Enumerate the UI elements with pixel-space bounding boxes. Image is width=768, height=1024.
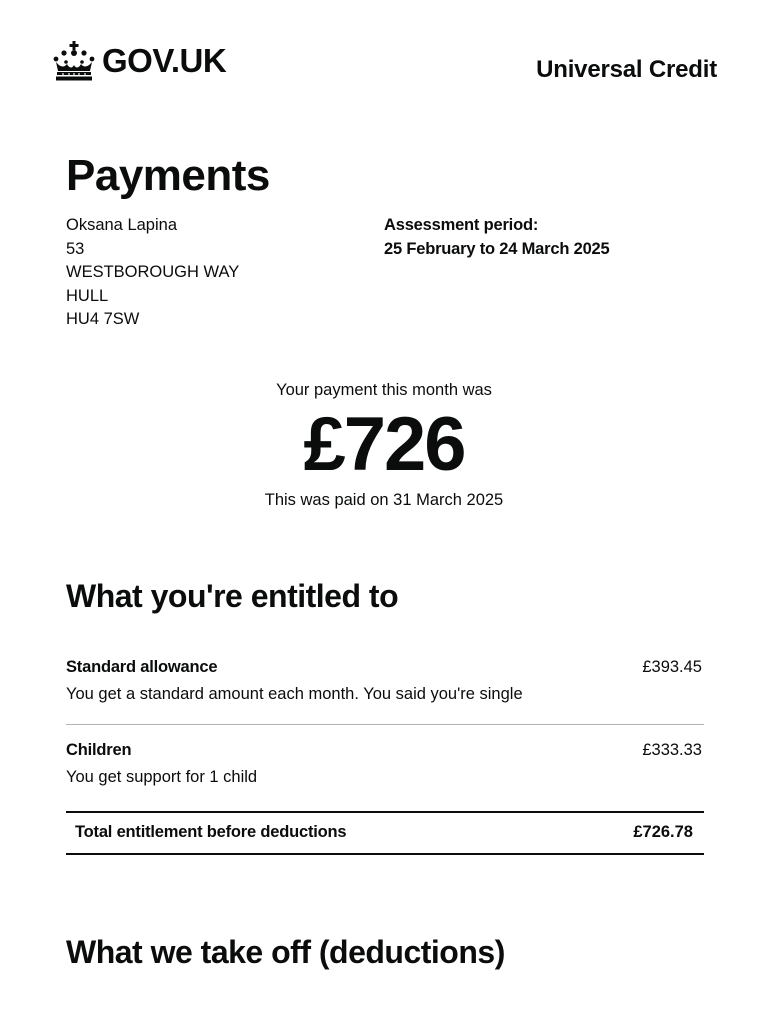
recipient-name: Oksana Lapina: [66, 216, 177, 234]
logo-text: GOV.UK: [102, 42, 227, 79]
address-line-2: WESTBOROUGH WAY: [66, 263, 240, 281]
address-postcode: HU4 7SW: [66, 310, 140, 328]
payment-intro: Your payment this month was: [276, 381, 492, 399]
entitlement-heading: What you're entitled to: [66, 578, 399, 614]
entitlement-amount: £333.33: [642, 741, 702, 759]
entitlement-description: You get support for 1 child: [66, 768, 258, 786]
entitlement-label: Standard allowance: [66, 658, 218, 676]
payment-date: This was paid on 31 March 2025: [264, 491, 504, 509]
payment-amount: £726: [303, 402, 465, 487]
govuk-logo[interactable]: [52, 40, 226, 82]
entitlement-amount: £393.45: [642, 658, 702, 676]
total-entitlement-label: Total entitlement before deductions: [75, 823, 347, 841]
assessment-period-dates: 25 February to 24 March 2025: [384, 239, 610, 258]
assessment-period: [384, 214, 610, 261]
deductions-heading: What we take off (deductions): [66, 934, 505, 970]
entitlement-table: [66, 654, 704, 855]
entitlement-label: Children: [66, 741, 132, 759]
payment-summary: [0, 378, 768, 512]
address-line-1: 53: [66, 239, 85, 258]
entitlement-row-standard-allowance: [66, 654, 704, 725]
page-title: Payments: [66, 151, 270, 200]
address-city: HULL: [66, 286, 109, 305]
assessment-period-label: Assessment period:: [384, 216, 539, 234]
entitlement-description: You get a standard amount each month. You said you're single: [66, 685, 523, 703]
crown-icon: [52, 41, 96, 81]
service-name[interactable]: Universal Credit: [536, 56, 717, 83]
recipient-address: [66, 214, 239, 332]
total-entitlement-amount: £726.78: [633, 823, 693, 841]
entitlement-total-row: [66, 811, 704, 855]
entitlement-row-children: [66, 725, 704, 811]
